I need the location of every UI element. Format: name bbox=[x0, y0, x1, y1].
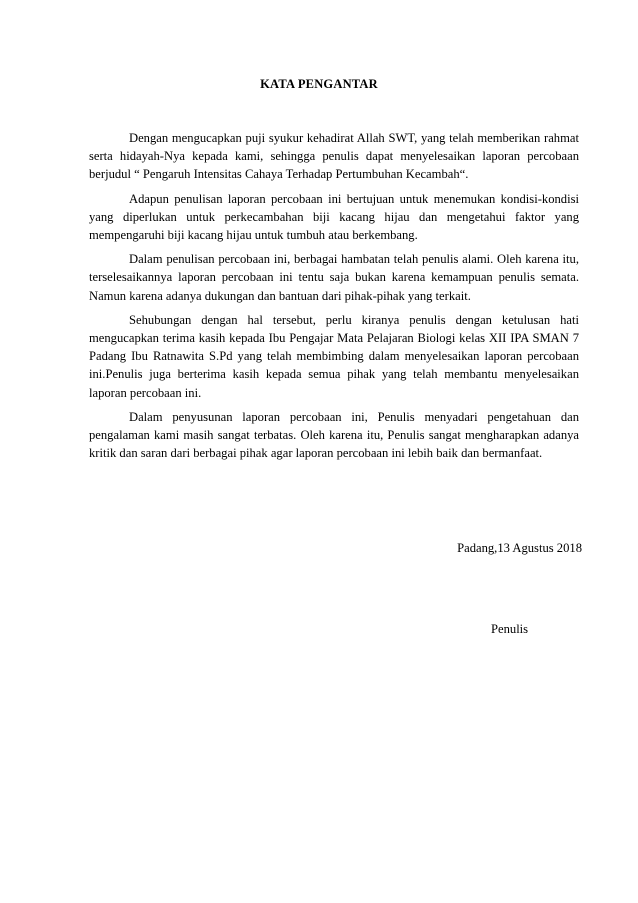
place-date: Padang,13 Agustus 2018 bbox=[457, 541, 582, 555]
paragraph-3: Dalam penulisan percobaan ini, berbagai hambatan telah penulis alami. Oleh karena itu, terselesaikannya laporan percobaan ini tentu saja bukan karena kemampuan penulis semata. Namun karena adanya dukungan dan bantuan dari pihak-pihak yang terkait. bbox=[89, 252, 579, 303]
paragraph-2: Adapun penulisan laporan percobaan ini bertujuan untuk menemukan kondisi-kondisi yang diperlukan untuk perkecambahan biji kacang hijau dan mengetahui faktor yang mempengaruhi biji kacang hijau untuk tumbuh atau berkembang. bbox=[89, 191, 579, 243]
document-body bbox=[89, 129, 579, 468]
paragraph-4: Sehubungan dengan hal tersebut, perlu kiranya penulis dengan ketulusan hati mengucapkan terima kasih kepada Ibu Pengajar Mata Pelajaran Biologi kelas XII IPA SMAN 7 Padang Ibu Ratnawita S.Pd yang telah membimbing dalam menyelesaikan laporan percobaan ini.Penulis juga berterima kasih kepada semua pihak yang telah membantu menyelesaikan laporan percobaan ini. bbox=[89, 312, 579, 400]
page-title: KATA PENGANTAR bbox=[260, 77, 378, 91]
paragraph-5: Dalam penyusunan laporan percobaan ini, Penulis menyadari pengetahuan dan pengalaman kami masih sangat terbatas. Oleh karena itu, Penulis sangat mengharapkan adanya kritik dan saran dari berbagai pihak agar laporan percobaan ini lebih baik dan bermanfaat. bbox=[89, 409, 579, 461]
paragraph-1: Dengan mengucapkan puji syukur kehadirat Allah SWT, yang telah memberikan rahmat serta hidayah-Nya kepada kami, sehingga penulis dapat menyelesaikan laporan percobaan berjudul “ Pengaruh Intensitas Cahaya Terhadap Pertumbuhan Kecambah“. bbox=[89, 131, 579, 182]
signature-label: Penulis bbox=[491, 622, 529, 636]
